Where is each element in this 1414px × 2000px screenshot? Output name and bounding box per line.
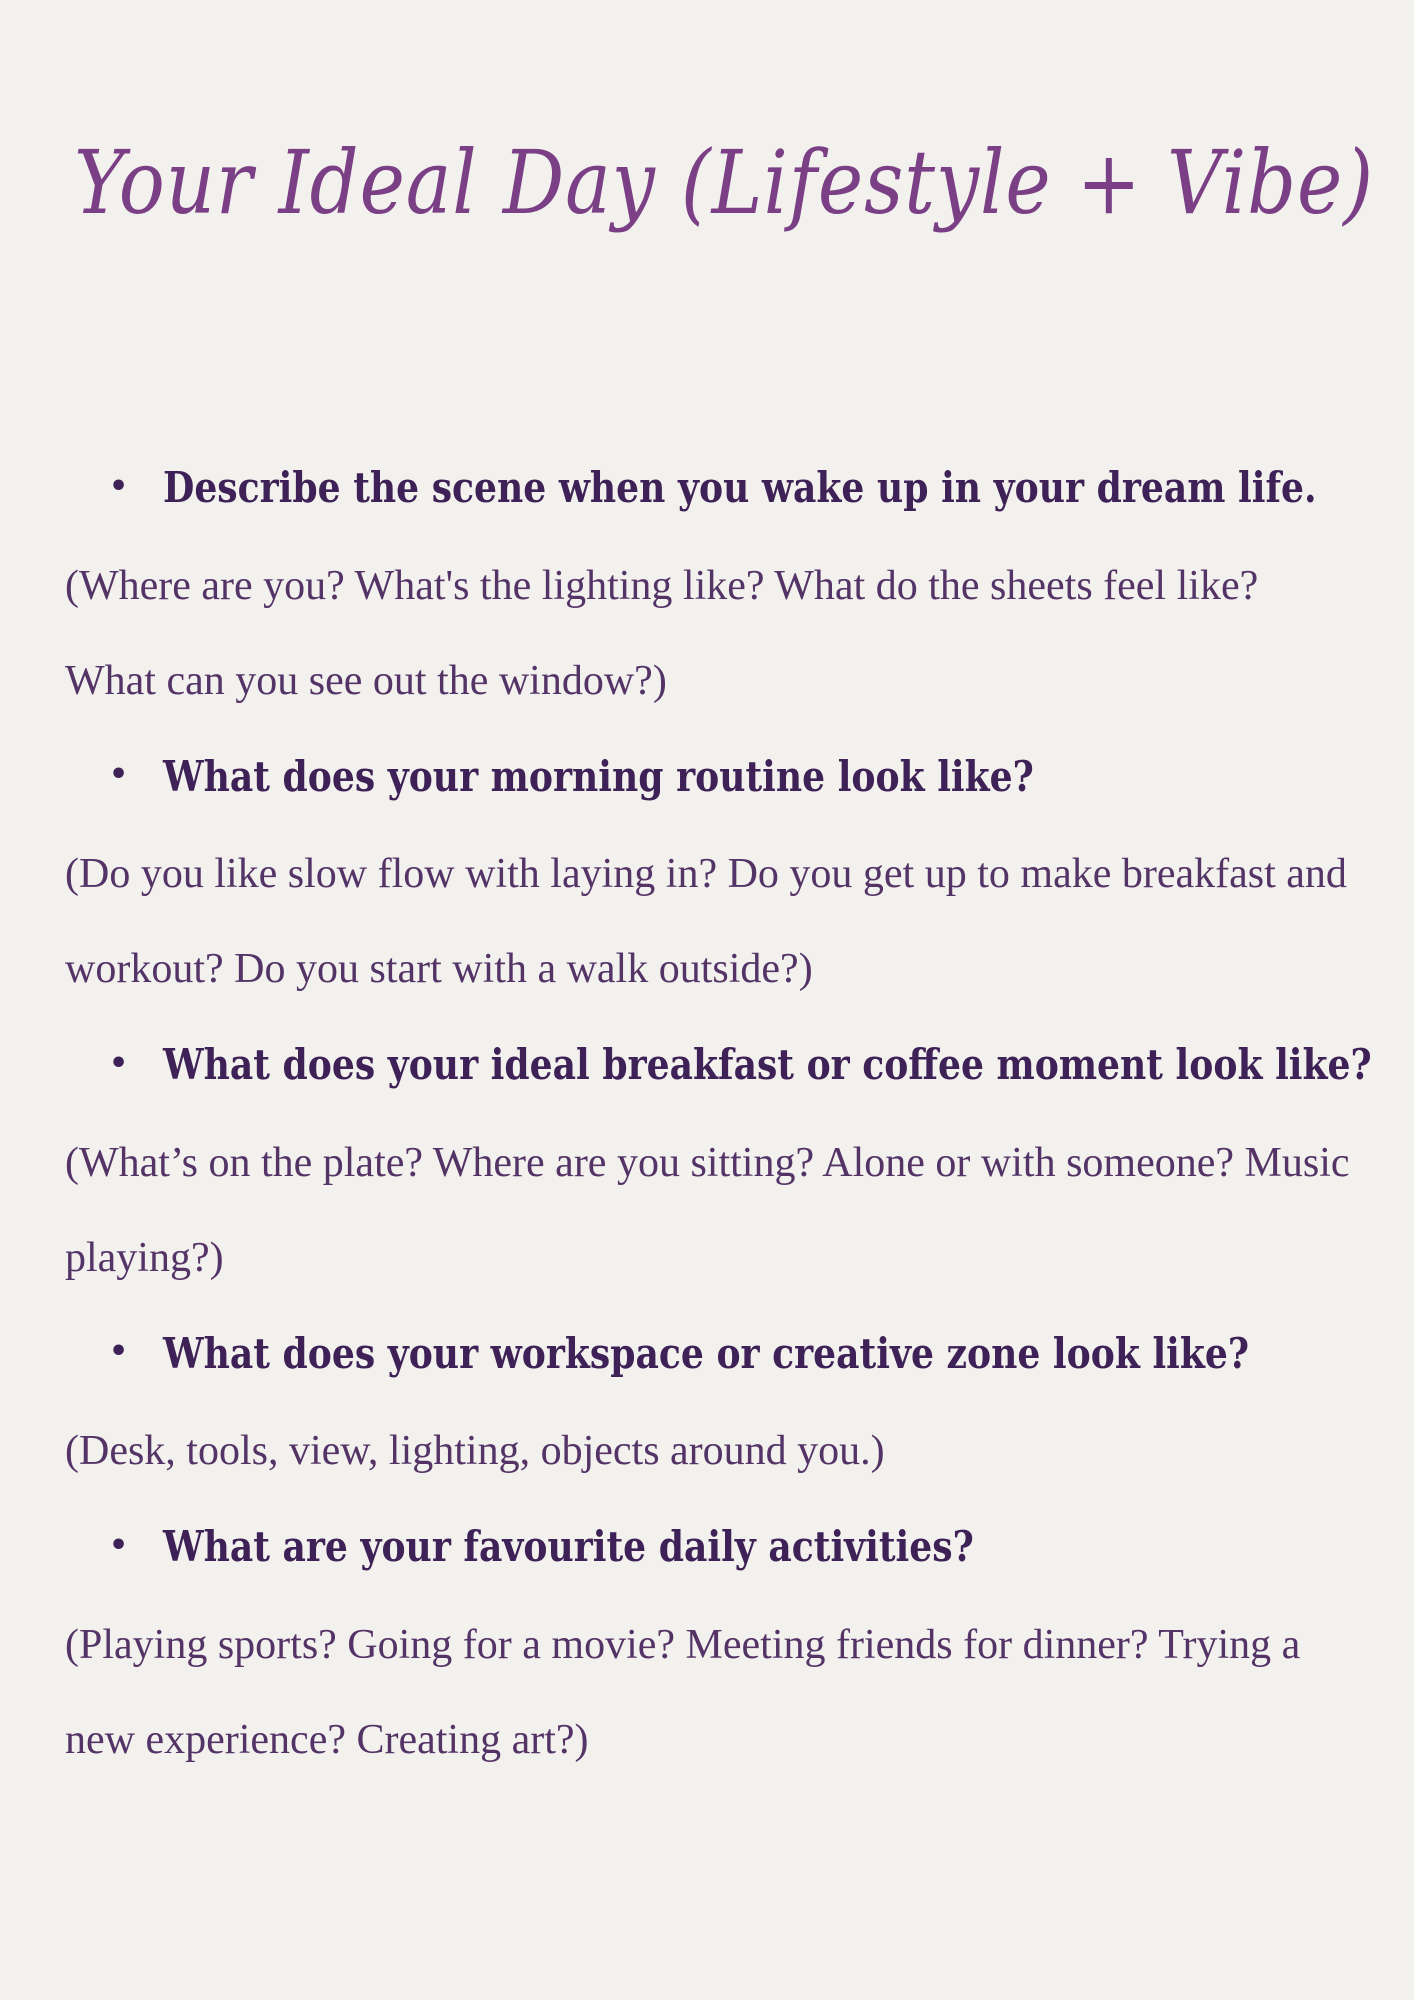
bullet-icon: • (109, 757, 129, 792)
question-line (65, 729, 1350, 828)
question-hint: (Do you like slow flow with laying in? Do you get up to make breakfast and workout? Do you start with a walk outside?) (65, 851, 1347, 992)
question-line (65, 440, 1350, 539)
question-text: What does your workspace or creative zone look like? (163, 1328, 1250, 1378)
question-line (65, 1017, 1372, 1116)
list-item (65, 1306, 1350, 1500)
question-list (65, 440, 1372, 1788)
question-text: What does your ideal breakfast or coffee moment look like? (163, 1040, 1372, 1089)
bullet-icon: • (109, 1045, 129, 1081)
list-item (65, 729, 1350, 1018)
bullet-icon: • (109, 468, 129, 504)
question-text: What does your morning routine look like? (163, 751, 1034, 801)
question-text: What are your favourite daily activities? (163, 1522, 974, 1571)
question-hint: (Where are you? What's the lighting like? What do the sheets feel like? What can you see out the window?) (65, 562, 1259, 704)
question-text: Describe the scene when you wake up in your dream life. (163, 463, 1317, 512)
list-item (65, 1499, 1350, 1788)
question-line (65, 1306, 1350, 1405)
list-item (65, 440, 1350, 729)
question-hint: (Desk, tools, view, lighting, objects around you.) (65, 1428, 885, 1474)
question-line (65, 1499, 1350, 1598)
bullet-icon: • (109, 1527, 129, 1563)
question-hint: (Playing sports? Going for a movie? Meeting friends for dinner? Trying a new experience? Creating art?) (65, 1621, 1301, 1763)
page-title: Your Ideal Day (Lifestyle + Vibe) (74, 130, 1374, 234)
question-hint: (What’s on the plate? Where are you sitting? Alone or with someone? Music playing?) (65, 1139, 1350, 1281)
list-item (65, 1017, 1372, 1306)
bullet-icon: • (109, 1334, 129, 1369)
